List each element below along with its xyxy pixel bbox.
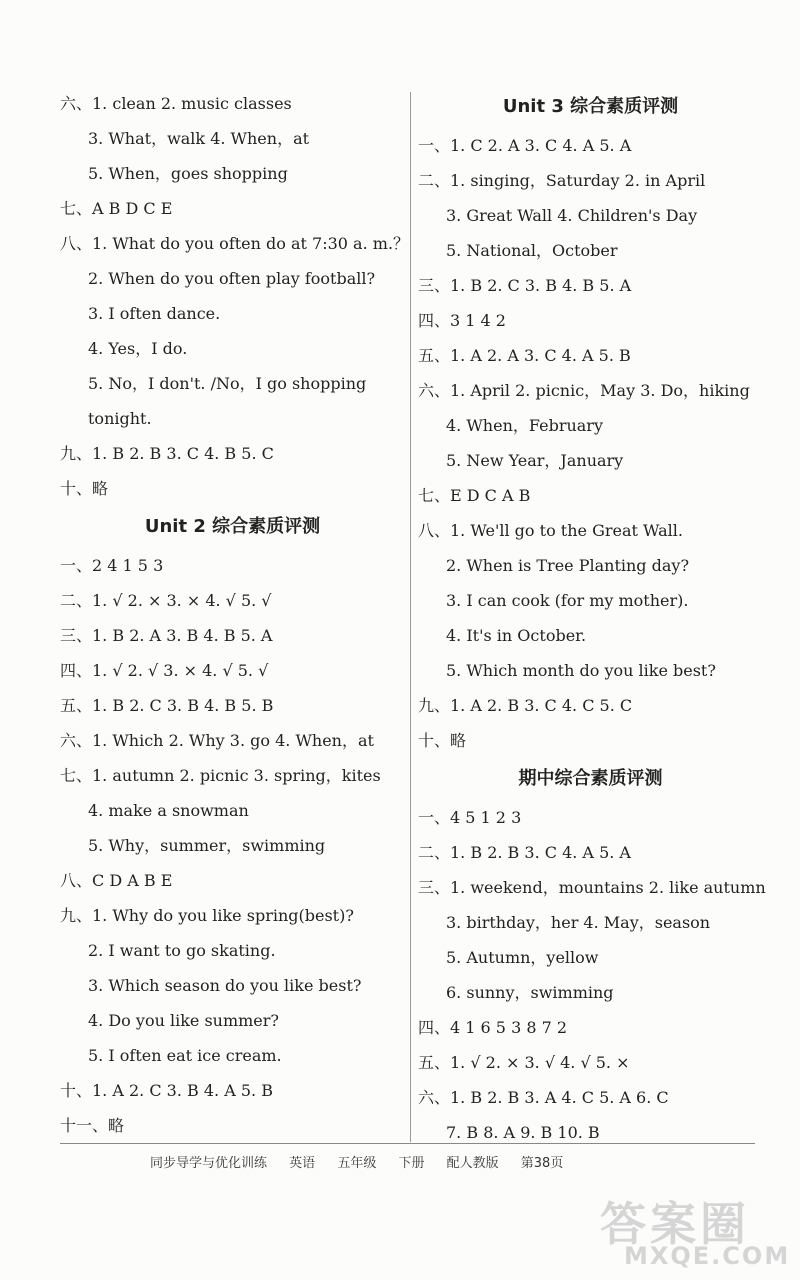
- answer-line: 五、1. √ 2. × 3. √ 4. √ 5. ×: [418, 1053, 630, 1072]
- answer-line: 四、3 1 4 2: [418, 311, 506, 330]
- answer-line: 六、1. clean 2. music classes: [60, 94, 292, 113]
- left-answer-column: [60, 86, 410, 1143]
- answer-line: 六、1. B 2. B 3. A 4. C 5. A 6. C: [418, 1088, 669, 1107]
- answer-line: 二、1. singing，Saturday 2. in April: [418, 171, 706, 190]
- answer-line: 3. I often dance.: [88, 304, 221, 323]
- answer-line: 3. birthday，her 4. May，season: [446, 913, 711, 932]
- answer-line: 4. Do you like summer?: [88, 1011, 279, 1030]
- answer-line: 5. When，goes shopping: [88, 164, 288, 183]
- answer-line: 十、1. A 2. C 3. B 4. A 5. B: [60, 1081, 273, 1100]
- answer-line: 4. When，February: [446, 416, 603, 435]
- answer-line: 九、1. Why do you like spring(best)?: [60, 906, 354, 925]
- answer-line: 2. I want to go skating.: [88, 941, 276, 960]
- answer-line: 6. sunny，swimming: [446, 983, 614, 1002]
- answer-line: 八、1. We'll go to the Great Wall.: [418, 521, 683, 540]
- watermark-logo: [600, 1188, 790, 1273]
- answer-line: 3. Great Wall 4. Children's Day: [446, 206, 698, 225]
- answer-line: 三、1. B 2. A 3. B 4. B 5. A: [60, 626, 273, 645]
- answer-line: 六、1. Which 2. Why 3. go 4. When，at: [60, 731, 374, 750]
- watermark-brand: 答案圈: [600, 1197, 750, 1251]
- answer-line: 5. I often eat ice cream.: [88, 1046, 282, 1065]
- answer-line: 7. B 8. A 9. B 10. B: [446, 1123, 600, 1142]
- footer-edition: 配人教版: [446, 1156, 499, 1171]
- answer-line: 5. National，October: [446, 241, 618, 260]
- footer-rule: [60, 1143, 755, 1144]
- answer-line: 五、1. B 2. C 3. B 4. B 5. B: [60, 696, 274, 715]
- answer-line: 3. What，walk 4. When，at: [88, 129, 310, 148]
- footer-page-number: 第38页: [520, 1156, 564, 1171]
- section-heading: Unit 3 综合素质评测: [502, 96, 679, 117]
- answer-line: 十、略: [418, 731, 467, 750]
- answer-line: 六、1. April 2. picnic，May 3. Do，hiking: [418, 381, 750, 400]
- answer-line: 二、1. √ 2. × 3. × 4. √ 5. √: [60, 591, 272, 610]
- footer-book-title: 同步导学与优化训练: [150, 1156, 268, 1171]
- answer-line: 八、C D A B E: [60, 871, 173, 890]
- answer-line: 七、A B D C E: [60, 199, 173, 218]
- footer-subject: 英语: [289, 1156, 316, 1171]
- answer-line: 4. make a snowman: [88, 801, 249, 820]
- footer-volume: 下册: [398, 1156, 425, 1171]
- page-footer: [150, 1150, 750, 1178]
- answer-line: 二、1. B 2. B 3. C 4. A 5. A: [418, 843, 631, 862]
- answer-line: 5. No，I don't. /No，I go shopping: [88, 374, 367, 393]
- watermark-site: MXQE.COM: [624, 1242, 791, 1270]
- answer-line: 五、1. A 2. A 3. C 4. A 5. B: [418, 346, 631, 365]
- answer-line: 一、1. C 2. A 3. C 4. A 5. A: [418, 136, 632, 155]
- answer-line: 5. New Year，January: [446, 451, 624, 470]
- answer-line: 5. Autumn，yellow: [446, 948, 599, 967]
- answer-line: 三、1. B 2. C 3. B 4. B 5. A: [418, 276, 632, 295]
- answer-line: 七、1. autumn 2. picnic 3. spring，kites: [60, 766, 381, 785]
- answer-line: 十一、略: [60, 1116, 125, 1135]
- answer-line: 一、4 5 1 2 3: [418, 808, 522, 827]
- answer-line: 3. Which season do you like best?: [88, 976, 362, 995]
- answer-line: 七、E D C A B: [418, 486, 531, 505]
- answer-line: 3. I can cook (for my mother).: [446, 591, 689, 610]
- answer-line: 三、1. weekend，mountains 2. like autumn: [418, 878, 766, 897]
- answer-line: 5. Which month do you like best?: [446, 661, 716, 680]
- section-heading: 期中综合素质评测: [518, 768, 663, 789]
- answer-line: tonight.: [88, 409, 152, 428]
- answer-line: 十、略: [60, 479, 109, 498]
- section-heading: Unit 2 综合素质评测: [144, 516, 321, 537]
- answer-line: 四、1. √ 2. √ 3. × 4. √ 5. √: [60, 661, 269, 680]
- answer-line: 5. Why，summer，swimming: [88, 836, 326, 855]
- answer-line: 九、1. B 2. B 3. C 4. B 5. C: [60, 444, 274, 463]
- footer-grade: 五年级: [337, 1156, 377, 1171]
- answer-line: 4. Yes，I do.: [88, 339, 188, 358]
- answer-line: 4. It's in October.: [446, 626, 587, 645]
- answer-line: 2. When is Tree Planting day?: [446, 556, 690, 575]
- right-answer-column: [418, 86, 766, 1150]
- answer-line: 四、4 1 6 5 3 8 7 2: [418, 1018, 568, 1037]
- column-divider: [410, 92, 411, 1142]
- answer-line: 八、1. What do you often do at 7:30 a. m.？: [60, 234, 410, 253]
- answer-line: 2. When do you often play football?: [88, 269, 376, 288]
- answer-line: 九、1. A 2. B 3. C 4. C 5. C: [418, 696, 633, 715]
- answer-line: 一、2 4 1 5 3: [60, 556, 164, 575]
